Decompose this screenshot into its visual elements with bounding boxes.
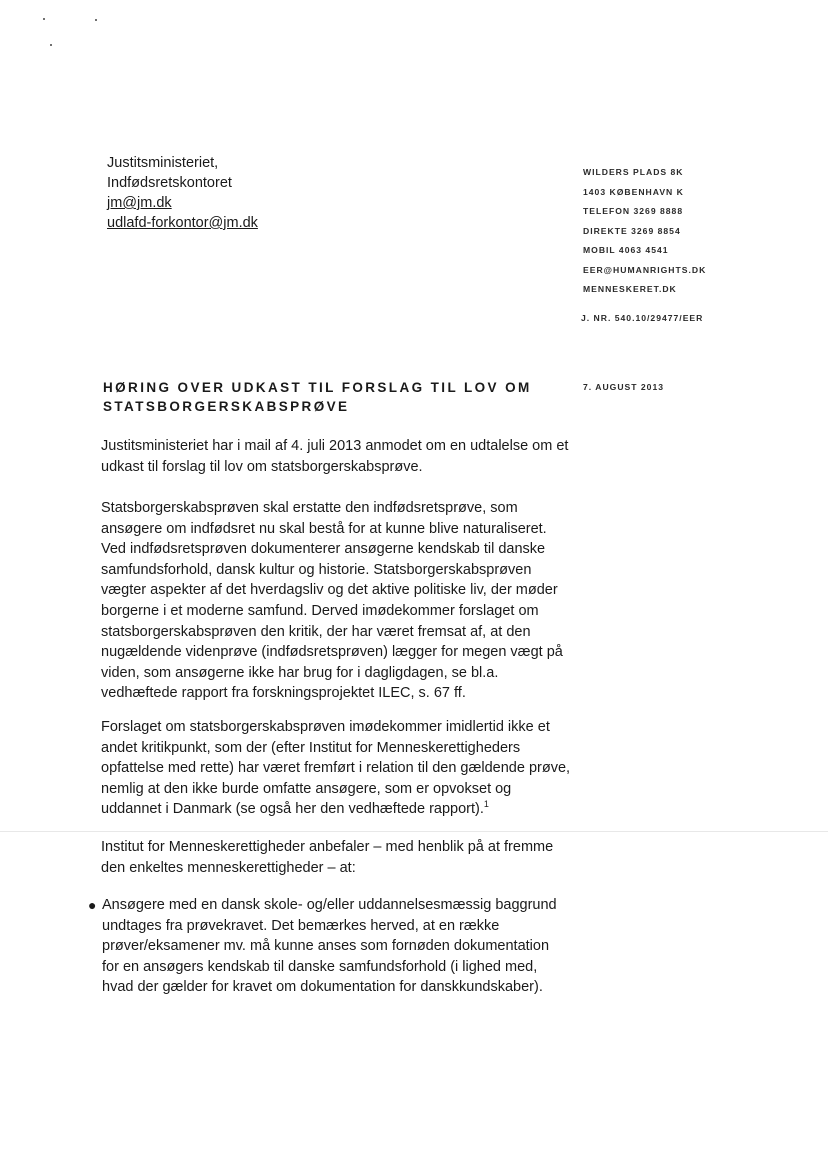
scan-speck <box>95 19 97 21</box>
scan-line <box>0 831 828 832</box>
recipient-block <box>107 153 258 233</box>
paragraph-intro: Justitsministeriet har i mail af 4. juli 2013 anmodet om en udtalelse om et udkast til forslag til lov om statsborgerskabsprøve. <box>101 438 569 475</box>
sender-phone: TELEFON 3269 8888 <box>583 206 684 216</box>
scan-speck <box>50 44 52 46</box>
journal-number: J. NR. 540.10/29477/EER <box>581 313 704 323</box>
sender-contact-block <box>583 163 706 300</box>
bullet-icon: ● <box>88 897 97 913</box>
paragraph-recommendation: Institut for Menneskerettigheder anbefaler – med henblik på at fremme den enkeltes menneskerettigheder – at: <box>101 839 554 876</box>
paragraph-background: Statsborgerskabsprøven skal erstatte den indfødsretsprøve, som ansøgere om indfødsret nu skal bestå for at kunne blive naturaliseret. Ved indfødsretsprøven dokumenterer ansøgerne kendskab til danske samfundsforhold, dansk kultur og historie. Statsborgerskabsprøven vægter aspekter af det hverdagsliv og det aktive politiske liv, der møder borgerne i et moderne samfund. Derved imødekommer forslaget om statsborgerskabsprøven den kritik, der har været fremsat af, at den nugældende videnprøve (indfødsretsprøven) lægger for megen vægt på viden, som ansøgerne ikke har brug for i dagligdagen, se bl.a. vedhæftede rapport fra forskningsprojektet ILEC, s. 67 ff. <box>101 500 563 702</box>
paragraph-criticism-text: Forslaget om statsborgerskabsprøven imødekommer imidlertid ikke et andet kritikpunkt, som der (efter Institut for Menneskerettigheders opfattelse med rette) har været fremført i relation til den gældende prøve, nemlig at den ikke burde omfatte ansøgere, som er opvokset og uddannet i Danmark (se også her den vedhæftede rapport). <box>101 719 571 818</box>
paragraph-criticism <box>101 717 571 820</box>
sender-address-city: 1403 KØBENHAVN K <box>583 186 684 197</box>
letter-heading: HØRING OVER UDKAST TIL FORSLAG TIL LOV OM STATSBORGERSKABSPRØVE <box>103 380 532 414</box>
scan-speck <box>43 18 45 20</box>
letter-date: 7. AUGUST 2013 <box>583 382 665 392</box>
sender-mobile: MOBIL 4063 4541 <box>583 245 669 255</box>
recipient-email-link-2[interactable]: udlafd-forkontor@jm.dk <box>107 215 258 231</box>
recipient-office: Indfødsretskontoret <box>107 175 232 191</box>
sender-address-street: WILDERS PLADS 8K <box>583 167 684 177</box>
recipient-email-link[interactable]: jm@jm.dk <box>107 195 172 211</box>
footnote-marker: 1 <box>483 799 489 810</box>
sender-website: MENNESKERET.DK <box>583 284 677 294</box>
bullet-text: Ansøgere med en dansk skole- og/eller uddannelsesmæssig baggrund undtages fra prøvekravet. Det bemærkes herved, at en række prøver/eksamener mv. må kunne anses som fornøden dokumentation for en ansøgers kendskab til danske samfundsforhold (i lighed med, hvad der gælder for kravet om dokumentation for danskkundskaber). <box>102 897 557 996</box>
sender-direct-phone: DIREKTE 3269 8854 <box>583 225 681 236</box>
sender-email: EER@HUMANRIGHTS.DK <box>583 264 707 275</box>
recipient-name: Justitsministeriet, <box>107 155 219 171</box>
